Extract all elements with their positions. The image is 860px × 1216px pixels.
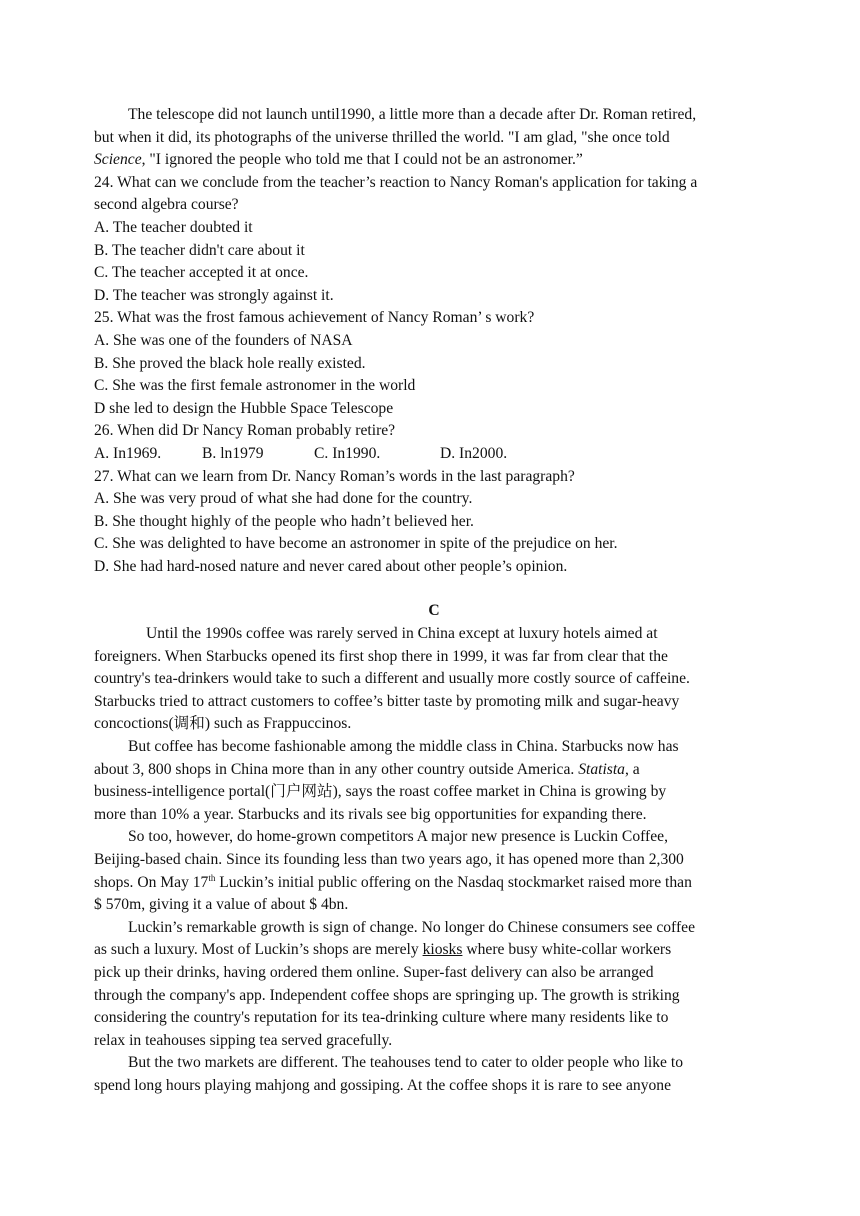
text-line: considering the country's reputation for its tea-drinking culture where many residents like to <box>94 1009 669 1027</box>
question-stem: 26. When did Dr Nancy Roman probably retire? <box>94 422 396 440</box>
source-name: Statista <box>578 760 625 778</box>
passage-c-paragraph-4 <box>94 917 774 1053</box>
option-b: B. ln1979 <box>202 444 264 462</box>
text-line: Science, "I ignored the people who told me that I could not be an astronomer.” <box>94 151 583 169</box>
text-line: Beijing-based chain. Since its founding less than two years ago, it has opened more than 2,300 <box>94 851 684 868</box>
text-line: The telescope did not launch until1990, a little more than a decade after Dr. Roman retired, <box>128 106 697 123</box>
option-a: A. The teacher doubted it <box>94 218 253 236</box>
option-d: D she led to design the Hubble Space Telescope <box>94 399 394 417</box>
option-d: D. She had hard-nosed nature and never cared about other people’s opinion. <box>94 557 568 575</box>
text-line: but when it did, its photographs of the universe thrilled the world. "I am glad, "she once told <box>94 128 670 146</box>
passage-b-last-paragraph <box>94 104 774 172</box>
question-26 <box>94 420 774 465</box>
spacer <box>94 578 774 600</box>
question-stem: 25. What was the frost famous achievement of Nancy Roman’ s work? <box>94 309 535 327</box>
text-line: as such a luxury. Most of Luckin’s shops are merely kiosks where busy white-collar workers <box>94 941 672 959</box>
question-stem: 24. What can we conclude from the teacher’s reaction to Nancy Roman's application for taking a <box>94 173 698 191</box>
option-a: A. She was very proud of what she had done for the country. <box>94 490 473 508</box>
passage-c-paragraph-2 <box>94 736 774 826</box>
question-27 <box>94 466 774 579</box>
option-b: B. She thought highly of the people who hadn’t believed her. <box>94 512 474 530</box>
option-c: C. In1990. <box>314 444 381 462</box>
question-25 <box>94 307 774 420</box>
text-line: pick up their drinks, having ordered them online. Super-fast delivery can also be arranged <box>94 963 654 981</box>
text-line: more than 10% a year. Starbucks and its rivals see big opportunities for expanding there. <box>94 805 647 823</box>
text-line: about 3, 800 shops in China more than in any other country outside America. Statista, a <box>94 760 640 778</box>
text-line: So too, however, do home-grown competitors A major new presence is Luckin Coffee, <box>128 828 668 846</box>
options-row <box>94 443 774 466</box>
question-stem: second algebra course? <box>94 196 239 214</box>
option-c: C. She was the first female astronomer in the world <box>94 377 416 395</box>
text-line: But coffee has become fashionable among the middle class in China. Starbucks now has <box>128 738 679 756</box>
question-24 <box>94 172 774 308</box>
text-line: shops. On May 17th Luckin’s initial public offering on the Nasdaq stockmarket raised more than <box>94 872 692 891</box>
option-a: A. She was one of the founders of NASA <box>94 331 353 349</box>
underlined-word: kiosks <box>422 941 463 959</box>
option-a: A. In1969. <box>94 444 162 462</box>
text-line: concoctions(调和) such as Frappuccinos. <box>94 715 352 733</box>
passage-c-paragraph-5 <box>94 1052 774 1097</box>
text-line: But the two markets are different. The teahouses tend to cater to older people who like to <box>128 1054 683 1072</box>
option-b: B. She proved the black hole really existed. <box>94 354 366 372</box>
text-line: Until the 1990s coffee was rarely served in China except at luxury hotels aimed at <box>146 625 658 643</box>
text-line: country's tea-drinkers would take to such a different and usually more costly source of caffeine. <box>94 670 690 688</box>
text-line: Starbucks tried to attract customers to coffee’s bitter taste by promoting milk and sugar-heavy <box>94 692 680 710</box>
option-d: D. In2000. <box>440 444 508 462</box>
text-line: foreigners. When Starbucks opened its first shop there in 1999, it was far from clear that the <box>94 647 668 665</box>
text-line: business-intelligence portal(门户网站), says the roast coffee market in China is growing by <box>94 783 667 801</box>
text-line: spend long hours playing mahjong and gossiping. At the coffee shops it is rare to see anyone <box>94 1076 672 1094</box>
text-line: Luckin’s remarkable growth is sign of change. No longer do Chinese consumers see coffee <box>128 918 695 936</box>
option-c: C. She was delighted to have become an astronomer in spite of the prejudice on her. <box>94 535 618 553</box>
passage-c-paragraph-3 <box>94 826 774 916</box>
ordinal-suffix: th <box>208 872 216 883</box>
text-line: $ 570m, giving it a value of about $ 4bn. <box>94 896 349 914</box>
option-d: D. The teacher was strongly against it. <box>94 286 334 304</box>
option-c: C. The teacher accepted it at once. <box>94 264 309 282</box>
text-line: relax in teahouses sipping tea served gracefully. <box>94 1031 393 1049</box>
option-b: B. The teacher didn't care about it <box>94 241 305 259</box>
question-stem: 27. What can we learn from Dr. Nancy Roman’s words in the last paragraph? <box>94 467 575 485</box>
text-line: through the company's app. Independent coffee shops are springing up. The growth is striking <box>94 986 680 1004</box>
passage-heading: C <box>428 602 440 620</box>
journal-name: Science <box>94 151 142 169</box>
passage-c-paragraph-1 <box>94 623 774 736</box>
document-page <box>94 104 774 1098</box>
